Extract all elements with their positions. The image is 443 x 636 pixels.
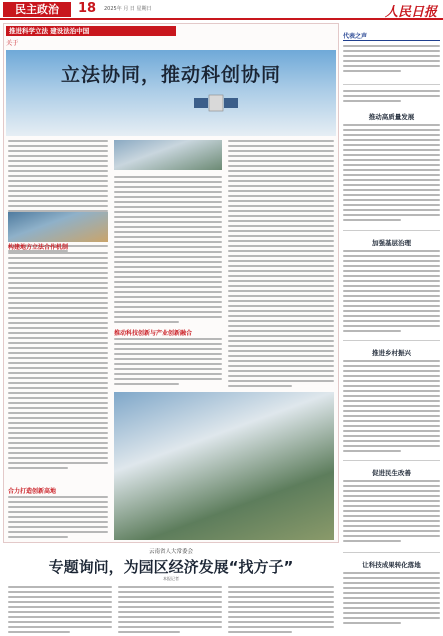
sidebar-divider (343, 230, 440, 231)
text-column-3 (228, 140, 334, 390)
photo-column-1 (8, 212, 108, 242)
feature-kicker: 关于 (6, 40, 19, 47)
subhead-2: 推动科技创新与产业创新融合 (114, 330, 193, 337)
bottom-byline: 本报记者 (163, 576, 179, 581)
date-line: 2025年 月 日 星期日 (104, 6, 152, 12)
page-number: 18 (78, 1, 97, 16)
photo-large (114, 392, 334, 540)
sidebar-text-2 (343, 90, 440, 105)
sidebar-title: 代表之声 (343, 31, 440, 41)
sidebar-text-6 (343, 480, 440, 545)
sidebar-divider (343, 340, 440, 341)
bottom-text-1 (8, 586, 112, 636)
sidebar-divider (343, 84, 440, 85)
text-column-1c (8, 496, 108, 541)
subhead-3: 合力打造创新高地 (8, 488, 57, 495)
satellite-icon (194, 90, 238, 116)
sidebar-head-5: 让科技成果转化落地 (362, 561, 421, 569)
photo-column-2 (114, 140, 222, 170)
feature-tag: 推进科学立法 建设法治中国 (6, 26, 176, 36)
section-tag: 民主政治 (3, 2, 71, 17)
subhead-1: 构建地方立法合作机制 (8, 244, 69, 251)
sidebar-text-5 (343, 360, 440, 455)
sidebar-head-1: 推动高质量发展 (368, 113, 415, 121)
text-column-2 (114, 176, 222, 326)
feature-headline: 立法协同，推动科创协同 (60, 64, 281, 86)
bottom-kicker: 云南省人大常委会 (148, 549, 193, 555)
sidebar-head-3: 推进乡村振兴 (372, 349, 411, 357)
sidebar-divider (343, 552, 440, 553)
text-column-1b (8, 252, 108, 472)
bottom-text-3 (228, 586, 334, 636)
sidebar-head-2: 加强基层治理 (372, 239, 411, 247)
sidebar-head-4: 促进民生改善 (372, 469, 411, 477)
sidebar-text-4 (343, 250, 440, 335)
sidebar-text-7 (343, 572, 440, 627)
sidebar-divider (343, 460, 440, 461)
bottom-headline: 专题询问，为园区经济发展“找方子” (48, 558, 294, 576)
text-column-2b (114, 338, 222, 388)
sidebar-text-3 (343, 124, 440, 224)
bottom-text-2 (118, 586, 222, 636)
sidebar-text-1 (343, 45, 440, 75)
newspaper-logo: 人民日报 (384, 5, 437, 20)
